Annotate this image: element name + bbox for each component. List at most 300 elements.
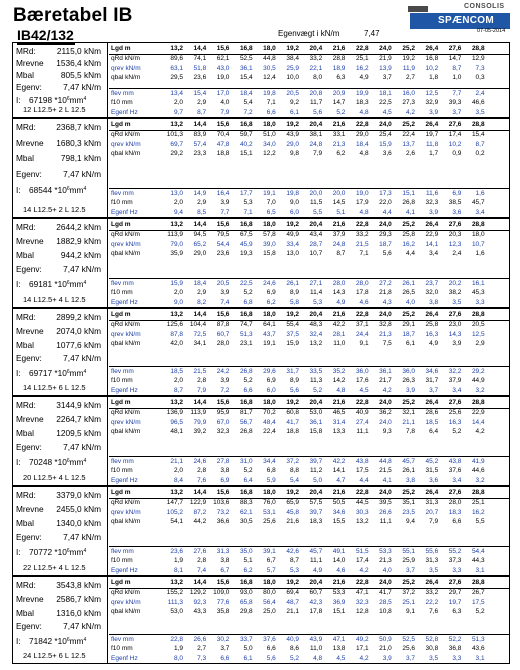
lgd-cell: 18,0: [263, 579, 276, 586]
qrev-cell: 39,0: [263, 240, 276, 248]
qbal-cell: 7,8: [405, 428, 415, 436]
egenv-label: Egenv:: [16, 82, 42, 92]
flev-cell: 26,6: [193, 635, 207, 643]
mbal-value: [56, 517, 101, 529]
qbal-label: qbal kN/m: [111, 518, 141, 526]
qrev-cell: 16,3: [425, 330, 439, 338]
qrd-cell: 44,5: [355, 498, 369, 506]
egenv-unit: kN/m: [81, 532, 101, 543]
lgd-cell: 21,6: [332, 579, 346, 586]
lgd-cell: 24,0: [379, 579, 392, 586]
flev-cell: 31,7: [286, 367, 299, 375]
egenf-cell: 3,3: [475, 299, 485, 307]
lgd-cell: 13,2: [170, 579, 183, 586]
lgd-cell: 22,8: [355, 121, 369, 128]
f10-cell: 17,9: [355, 199, 369, 207]
qbal-cell: 48,1: [170, 428, 183, 436]
flev-cell: 37,2: [286, 457, 299, 465]
egenf-cell: 5,0: [313, 477, 323, 485]
qrev-row: [109, 598, 509, 608]
qrd-cell: 23,0: [448, 320, 462, 328]
egenf-cell: 4,6: [336, 567, 346, 575]
f10-label: f10 mm: [111, 289, 133, 297]
lgd-cell: 14,4: [193, 489, 207, 496]
inertia-unit-b: mm: [69, 457, 84, 468]
flev-cell: 27,1: [309, 279, 323, 287]
flev-cell: 36,0: [402, 367, 415, 375]
qbal-cell: 9,8: [289, 150, 299, 158]
mrevne-number: 1882,9: [56, 236, 82, 247]
flev-cell: 36,1: [379, 367, 392, 375]
mbal-unit: kNm: [83, 339, 101, 350]
egenf-cell: 5,7: [266, 567, 276, 575]
f10-cell: 1,9: [173, 557, 183, 565]
flev-label: flev mm: [111, 457, 134, 465]
qbal-cell: 1,6: [475, 250, 485, 258]
f10-cell: 17,4: [355, 557, 369, 565]
qbal-cell: 17,8: [309, 608, 323, 616]
f10-label: f10 mm: [111, 199, 133, 207]
qrd-cell: 53,3: [332, 588, 346, 596]
egenf-cell: 6,4: [243, 477, 253, 485]
mbal-row: [16, 152, 104, 164]
lgd-cell: 26,4: [425, 45, 439, 52]
f10-cell: 26,8: [402, 199, 415, 207]
load-table: [109, 577, 509, 663]
flev-cell: 13,4: [170, 89, 183, 97]
egenf-cell: 3,4: [452, 387, 462, 395]
f10-cell: 2,9: [197, 99, 207, 107]
egenf-cell: 6,0: [289, 209, 299, 217]
mbal-row: [16, 427, 104, 439]
beam-section: [12, 486, 510, 576]
f10-cell: 3,8: [220, 557, 230, 565]
qbal-cell: 25,6: [263, 518, 276, 526]
qrd-cell: 35,1: [402, 498, 415, 506]
flev-cell: 6,9: [452, 189, 462, 197]
f10-cell: 5,2: [243, 289, 253, 297]
mbal-number: 798,1: [60, 153, 82, 164]
flev-cell: 35,0: [239, 547, 253, 555]
lgd-cell: 15,6: [216, 221, 230, 228]
inertia-exp-a: 6: [66, 458, 70, 465]
logo-consolis-text: CONSOLIS: [464, 3, 505, 10]
qrev-cell: 79,9: [193, 418, 207, 426]
mbal-unit: kNm: [83, 518, 101, 529]
lgd-cell: 25,2: [402, 221, 415, 228]
flev-cell: 55,1: [402, 547, 415, 555]
flev-cell: 26,8: [239, 367, 253, 375]
inertia-exp-a: 6: [66, 548, 70, 555]
mbal-row: [16, 517, 104, 529]
inertia-row: [16, 184, 104, 196]
flev-cell: 31,3: [216, 547, 230, 555]
mrd-label: MRd:: [16, 122, 36, 132]
mrd-number: 2368,7: [56, 122, 82, 132]
lgd-cell: 15,6: [216, 489, 230, 496]
flev-cell: 52,8: [425, 635, 439, 643]
flev-row: [109, 189, 509, 199]
qbal-cell: 26,8: [239, 428, 253, 436]
f10-cell: 2,0: [173, 467, 183, 475]
flev-cell: 47,1: [332, 635, 346, 643]
mrd-number: 3543,8: [56, 580, 82, 590]
lgd-cell: 26,4: [425, 399, 439, 406]
qrev-cell: 8,7: [475, 140, 485, 148]
qbal-cell: 7,6: [429, 608, 439, 616]
flev-row: [109, 547, 509, 557]
f10-cell: 38,2: [448, 289, 462, 297]
qbal-row: [109, 249, 509, 259]
inertia-exp-a: 6: [66, 186, 70, 193]
qrd-cell: 52,5: [239, 54, 253, 62]
mrevne-unit: kNm: [83, 414, 101, 425]
egenv-unit: kN/m: [81, 442, 101, 453]
f10-cell: 3,9: [220, 199, 230, 207]
qbal-cell: 23,3: [193, 150, 207, 158]
mbal-unit: kNm: [83, 607, 101, 618]
qrd-cell: 32,1: [402, 408, 415, 416]
lgd-cell: 13,2: [170, 311, 183, 318]
qbal-cell: 3,4: [429, 250, 439, 258]
f10-row: [109, 288, 509, 298]
qrd-cell: 60,8: [286, 408, 299, 416]
f10-cell: 13,8: [332, 645, 346, 653]
qrd-cell: 25,1: [355, 54, 369, 62]
qrd-cell: 32,8: [379, 320, 392, 328]
mrd-unit: kNm: [83, 312, 101, 322]
qrd-cell: 53,0: [309, 408, 323, 416]
egenf-cell: 4,8: [359, 109, 369, 117]
lgd-cell: 26,4: [425, 489, 439, 496]
mbal-unit: kNm: [83, 428, 101, 439]
mrd-unit: kNm: [83, 122, 101, 132]
qrev-cell: 14,3: [448, 330, 462, 338]
egenf-cell: 4,4: [359, 477, 369, 485]
flev-cell: 22,8: [170, 635, 183, 643]
lgd-cell: 27,6: [448, 399, 462, 406]
qbal-cell: 8,0: [313, 74, 323, 82]
qrd-cell: 83,9: [193, 130, 207, 138]
lgd-cell: 14,4: [193, 311, 207, 318]
print-date: 07-05-2014: [477, 28, 506, 34]
mrd-value: [56, 221, 101, 233]
qrev-row: [109, 508, 509, 518]
lgd-cell: 16,8: [239, 311, 253, 318]
egenf-cell: 5,2: [313, 387, 323, 395]
mbal-unit: kNm: [83, 153, 101, 164]
f10-label: f10 mm: [111, 557, 133, 565]
flev-cell: 33,7: [239, 635, 253, 643]
qrev-cell: 42,3: [309, 598, 323, 606]
inertia-unit-b: mm: [69, 368, 84, 379]
f10-cell: 2,0: [173, 199, 183, 207]
qrev-cell: 18,7: [379, 240, 392, 248]
qbal-row: [109, 339, 509, 349]
mrd-value: [56, 121, 101, 133]
mrevne-value: [56, 325, 101, 337]
qbal-cell: 29,8: [239, 608, 253, 616]
egenf-cell: 4,2: [359, 655, 369, 663]
egenf-cell: 7,3: [197, 655, 207, 663]
egenf-cell: 4,8: [313, 655, 323, 663]
egenf-cell: 7,1: [243, 209, 253, 217]
qbal-cell: 32,3: [216, 428, 230, 436]
lgd-cell: 18,0: [263, 489, 276, 496]
lgd-cell: 25,2: [402, 311, 415, 318]
qrd-row: [109, 588, 509, 598]
qbal-row: [109, 73, 509, 83]
qrd-cell: 67,5: [239, 230, 253, 238]
lgd-cell: 25,2: [402, 489, 415, 496]
lgd-cell: 20,4: [309, 579, 323, 586]
inertia-unit-a: *10: [54, 279, 67, 290]
qrd-cell: 41,7: [379, 588, 392, 596]
mrevne-unit: kNm: [83, 504, 101, 515]
lgd-cell: 21,6: [332, 489, 346, 496]
egenf-row: [109, 386, 509, 396]
f10-cell: 3,9: [220, 377, 230, 385]
egenf-cell: 3,5: [429, 655, 439, 663]
qrd-cell: 57,8: [263, 230, 276, 238]
mbal-number: 1077,6: [56, 339, 82, 350]
qrd-label: qRd kN/m: [111, 408, 140, 416]
egenv-unit: kN/m: [81, 264, 101, 275]
mrevne-unit: kNm: [83, 58, 101, 68]
qrd-cell: 33,2: [425, 588, 439, 596]
mbal-number: 1209,5: [56, 428, 82, 439]
flev-cell: 18,4: [193, 279, 207, 287]
qrev-label: qrev kN/m: [111, 140, 141, 148]
f10-row: [109, 466, 509, 476]
lgd-cell: 26,4: [425, 579, 439, 586]
qrev-cell: 69,7: [170, 140, 183, 148]
qrd-label: qRd kN/m: [111, 54, 140, 62]
qrev-label: qrev kN/m: [111, 64, 141, 72]
flev-cell: 20,8: [309, 89, 323, 97]
inertia-row: [16, 278, 104, 290]
flev-cell: 27,6: [193, 547, 207, 555]
flev-cell: 16,0: [402, 89, 415, 97]
flev-cell: 24,2: [216, 367, 230, 375]
lgd-cell: 14,4: [193, 399, 207, 406]
qrd-cell: 89,6: [170, 54, 183, 62]
lgd-cell: 20,4: [309, 489, 323, 496]
egenv-value: [63, 620, 101, 632]
qbal-cell: 44,2: [193, 518, 207, 526]
qrd-row: [109, 54, 509, 64]
mrevne-label: Mrevne: [16, 593, 44, 604]
qbal-cell: 2,7: [405, 74, 415, 82]
lgd-label: Lgd m: [111, 311, 131, 318]
lgd-row: [109, 398, 509, 408]
inertia-label: I:: [16, 457, 21, 468]
flev-cell: 55,2: [448, 547, 462, 555]
lgd-row: [109, 44, 509, 54]
qbal-cell: 15,5: [332, 518, 346, 526]
inertia-exp-b: 4: [83, 280, 87, 287]
qrd-row: [109, 320, 509, 330]
load-table: [109, 219, 509, 307]
flev-label: flev mm: [111, 189, 134, 197]
qbal-cell: 15,1: [332, 608, 346, 616]
egenf-row: [109, 108, 509, 118]
egenv-value: [63, 81, 101, 93]
lgd-cell: 20,4: [309, 221, 323, 228]
egenf-cell: 3,9: [382, 655, 392, 663]
qbal-cell: 18,8: [216, 150, 230, 158]
egenf-label: Egenf Hz: [111, 655, 138, 663]
egenv-number: 7,47: [63, 82, 80, 92]
egenf-cell: 7,9: [197, 387, 207, 395]
qrd-cell: 44,8: [263, 54, 276, 62]
flev-cell: 39,7: [309, 457, 323, 465]
egenv-unit: kN/m: [81, 621, 101, 632]
load-table: [109, 43, 509, 117]
mrevne-unit: kNm: [83, 325, 101, 336]
qrd-cell: 136,9: [166, 408, 183, 416]
lgd-cell: 28,8: [471, 399, 485, 406]
qbal-cell: 29,2: [170, 150, 183, 158]
mrevne-label: Mrevne: [16, 504, 44, 515]
qbal-cell: 18,3: [309, 518, 323, 526]
qrev-cell: 31,4: [332, 418, 346, 426]
egenf-cell: 5,1: [336, 209, 346, 217]
flev-cell: 49,2: [355, 635, 369, 643]
mrevne-value: [56, 137, 101, 149]
egenf-label: Egenf Hz: [111, 299, 138, 307]
mrd-label: MRd:: [16, 222, 36, 232]
flev-cell: 18,1: [379, 89, 392, 97]
lgd-cell: 28,8: [471, 121, 485, 128]
mrevne-label: Mrevne: [16, 236, 44, 247]
egenf-cell: 4,0: [382, 567, 392, 575]
qrev-cell: 22,2: [425, 598, 439, 606]
egenf-cell: 7,2: [243, 109, 253, 117]
f10-cell: 25,6: [402, 645, 415, 653]
mrevne-value: [56, 503, 101, 515]
flev-cell: 52,2: [448, 635, 462, 643]
mrd-value: [57, 45, 101, 57]
qrd-cell: 25,4: [379, 130, 392, 138]
qrd-cell: 36,2: [379, 408, 392, 416]
flev-cell: 28,0: [355, 279, 369, 287]
lgd-cell: 22,8: [355, 399, 369, 406]
mrd-unit: kNm: [83, 46, 101, 56]
f10-row: [109, 376, 509, 386]
f10-cell: 17,5: [355, 467, 369, 475]
qbal-cell: 5,6: [382, 250, 392, 258]
qrd-cell: 38,1: [309, 130, 323, 138]
qrd-cell: 87,8: [216, 320, 230, 328]
qbal-cell: 34,1: [193, 340, 207, 348]
f10-cell: 18,3: [355, 99, 369, 107]
lgd-cell: 15,6: [216, 399, 230, 406]
qbal-cell: 6,2: [336, 150, 346, 158]
qbal-cell: 4,9: [359, 74, 369, 82]
qrd-cell: 46,5: [332, 408, 346, 416]
qrev-cell: 16,2: [402, 240, 415, 248]
f10-cell: 11,4: [310, 289, 323, 297]
qbal-label: qbal kN/m: [111, 150, 141, 158]
qbal-cell: 5,5: [475, 518, 485, 526]
inertia-label: I:: [16, 636, 21, 647]
qrd-cell: 33,2: [355, 230, 369, 238]
egenf-label: Egenf Hz: [111, 109, 138, 117]
egenv-number: 7,47: [63, 168, 80, 179]
qrev-cell: 15,9: [379, 140, 392, 148]
flev-cell: 43,9: [309, 635, 323, 643]
f10-cell: 5,0: [243, 645, 253, 653]
qrev-cell: 48,4: [263, 418, 276, 426]
qrd-cell: 62,1: [216, 54, 230, 62]
flev-cell: 52,5: [402, 635, 415, 643]
flev-label: flev mm: [111, 89, 134, 97]
lgd-cell: 21,6: [332, 121, 346, 128]
section-properties: [13, 487, 108, 575]
qrd-cell: 29,1: [402, 320, 415, 328]
mrevne-row: [16, 235, 104, 247]
f10-cell: 22,0: [379, 199, 392, 207]
egenf-cell: 6,2: [243, 567, 253, 575]
f10-cell: 31,7: [425, 377, 439, 385]
qrev-cell: 24,8: [332, 240, 346, 248]
egenf-row: [109, 476, 509, 486]
qrev-label: qrev kN/m: [111, 418, 141, 426]
egenv-unit: kN/m: [81, 168, 101, 179]
inertia-exp-a: 6: [66, 96, 70, 102]
egenf-cell: 3,5: [429, 567, 439, 575]
flev-cell: 44,8: [379, 457, 392, 465]
egenf-cell: 4,1: [405, 209, 415, 217]
f10-cell: 26,3: [402, 377, 415, 385]
lgd-cell: 21,6: [332, 221, 346, 228]
f10-cell: 14,2: [332, 377, 346, 385]
qrev-cell: 33,4: [286, 240, 299, 248]
mbal-label: Mbal: [16, 153, 34, 164]
qbal-cell: 18,8: [286, 428, 299, 436]
qrev-cell: 24,8: [309, 140, 323, 148]
egenf-cell: 4,5: [359, 387, 369, 395]
flev-cell: 45,7: [309, 547, 323, 555]
flev-cell: 18,4: [239, 89, 253, 97]
f10-cell: 21,8: [379, 289, 392, 297]
qrev-cell: 40,2: [239, 140, 253, 148]
qrd-cell: 74,1: [193, 54, 207, 62]
f10-cell: 14,5: [332, 199, 346, 207]
f10-cell: 21,7: [379, 377, 392, 385]
inertia-unit-b: mm: [69, 279, 84, 290]
qbal-cell: 7,1: [359, 250, 369, 258]
qrev-cell: 10,2: [448, 140, 462, 148]
section-properties: [13, 119, 108, 217]
f10-cell: 21,3: [379, 557, 392, 565]
qrev-cell: 47,8: [216, 140, 230, 148]
qbal-cell: 15,8: [263, 250, 276, 258]
qrev-cell: 16,3: [448, 418, 462, 426]
qrd-cell: 74,7: [239, 320, 253, 328]
egenf-cell: 8,7: [173, 387, 183, 395]
qrd-cell: 33,2: [309, 54, 323, 62]
beam-section: [12, 308, 510, 396]
mbal-label: Mbal: [16, 250, 34, 261]
mrevne-label: Mrevne: [16, 325, 44, 336]
qrd-cell: 25,8: [425, 320, 439, 328]
flev-cell: 20,5: [216, 279, 230, 287]
egenf-cell: 6,6: [220, 655, 230, 663]
mbal-label: Mbal: [16, 607, 34, 618]
lgd-cell: 25,2: [402, 399, 415, 406]
